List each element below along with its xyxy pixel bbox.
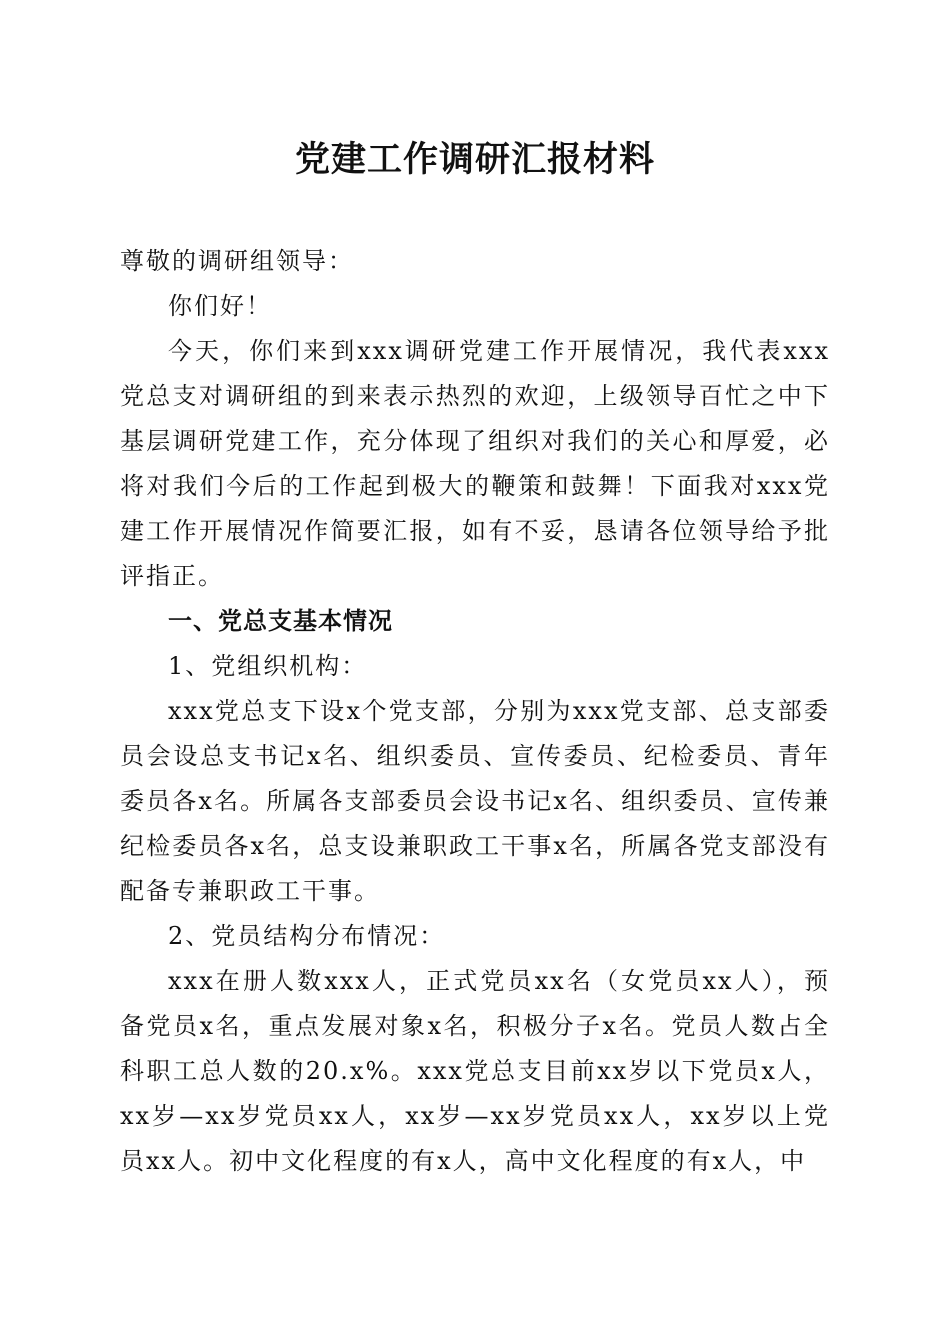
subsection-heading-organization: 1、党组织机构： — [168, 652, 368, 680]
section-heading-basic-info: 一、党总支基本情况 — [168, 607, 393, 635]
document-title: 党建工作调研汇报材料 — [294, 139, 655, 180]
member-structure-paragraph: xxx在册人数xxx人，正式党员xx名（女党员xx人），预备党员x名，重点发展对象x名，积极分子x名。党员人数占全科职工总人数的20.x%。xxx党总支目前xx岁以下党员x人，xx岁—xx岁党员xx人，xx岁—xx岁党员xx人，xx岁以上党员xx人。初中文化程度的有x人，高中文化程度的有x人，中 — [120, 967, 830, 1175]
organization-paragraph: xxx党总支下设x个党支部，分别为xxx党支部、总支部委员会设总支书记x名、组织委员、宣传委员、纪检委员、青年委员各x名。所属各支部委员会设书记x名、组织委员、宣传兼纪检委员各x名，总支设兼职政工干事x名，所属各党支部没有配备专兼职政工干事。 — [120, 697, 830, 905]
subsection-heading-member-structure: 2、党员结构分布情况： — [168, 922, 446, 950]
greeting: 你们好！ — [168, 292, 272, 320]
salutation: 尊敬的调研组领导： — [120, 247, 354, 275]
document-body — [120, 130, 830, 1184]
intro-paragraph: 今天，你们来到xxx调研党建工作开展情况，我代表xxx党总支对调研组的到来表示热烈的欢迎，上级领导百忙之中下基层调研党建工作，充分体现了组织对我们的关心和厚爱，必将对我们今后的工作起到极大的鞭策和鼓舞！下面我对xxx党建工作开展情况作简要汇报，如有不妥，恳请各位领导给予批评指正。 — [120, 337, 830, 590]
